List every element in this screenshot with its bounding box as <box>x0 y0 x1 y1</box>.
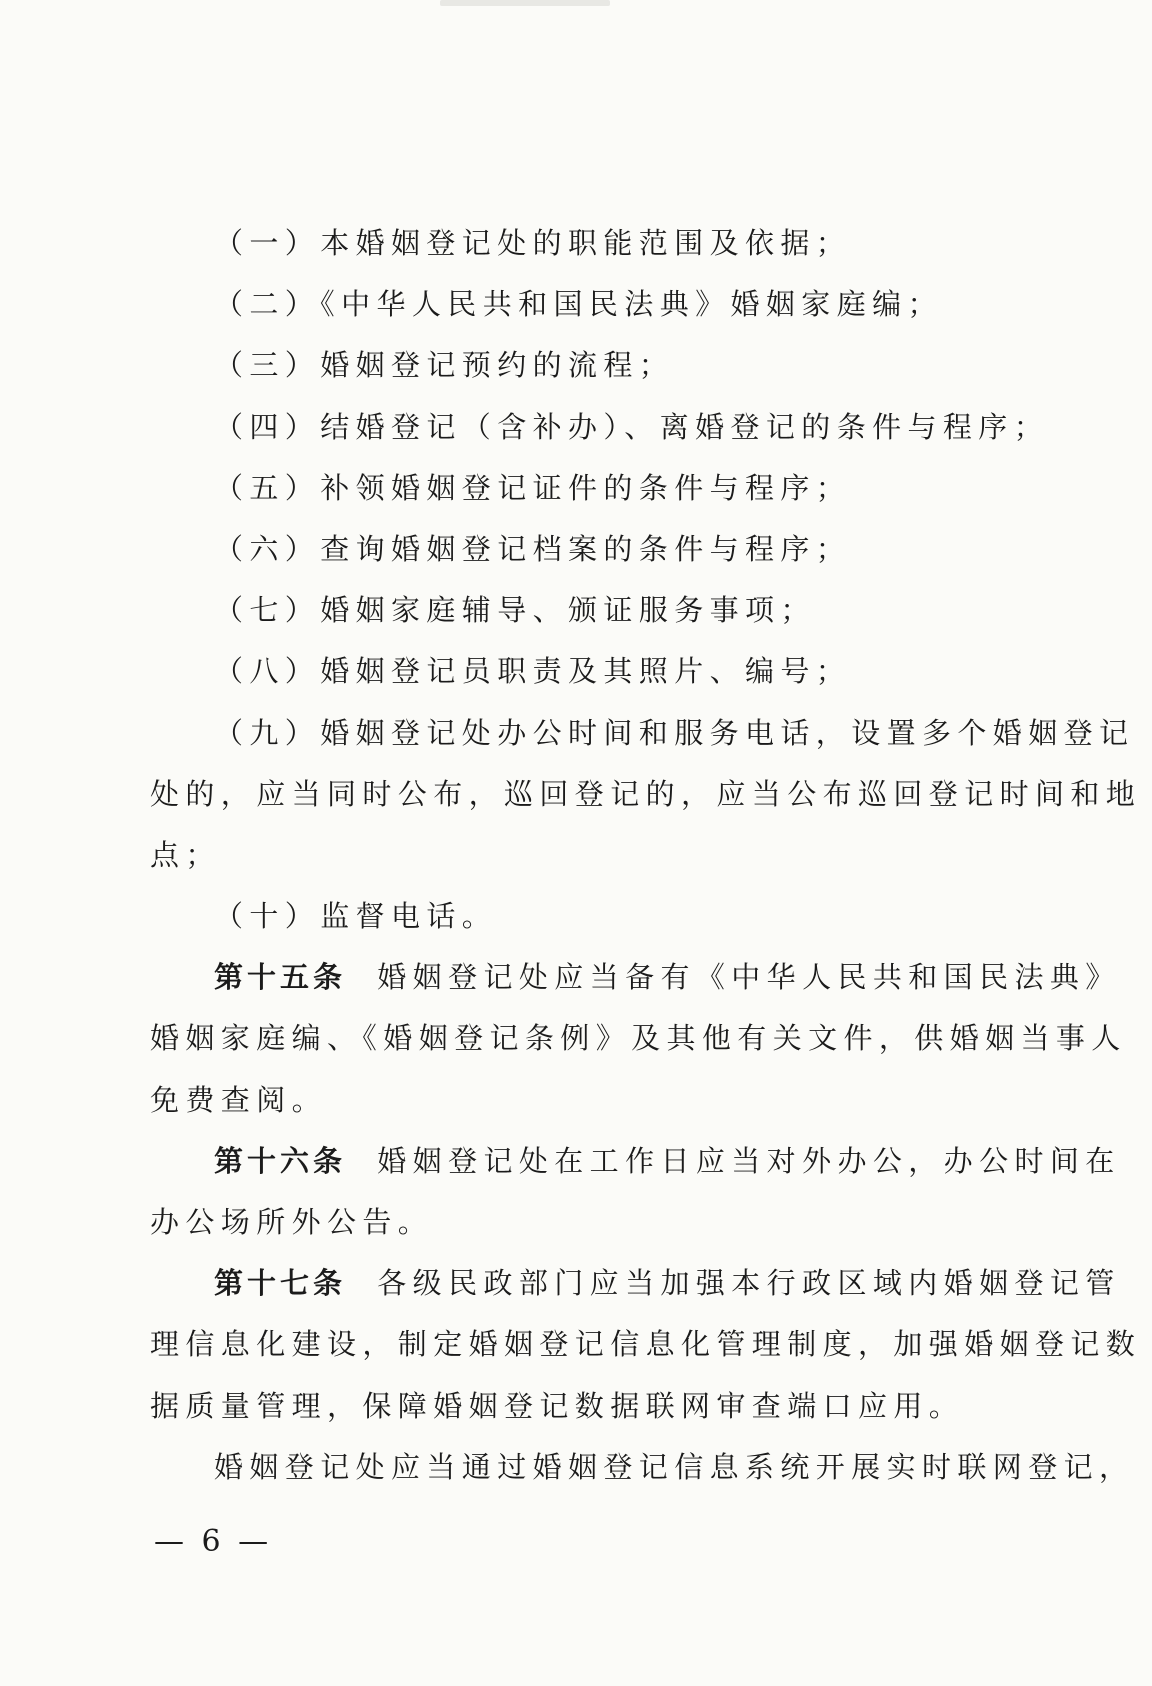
list-item-10: （十）监督电话。 <box>214 899 498 934</box>
article-17-label: 第十七条 <box>214 1266 347 1301</box>
list-item-9-line-1: （九）婚姻登记处办公时间和服务电话，设置多个婚姻登记 <box>214 715 1135 750</box>
article-15-line-3: 免费查阅。 <box>150 1082 328 1117</box>
scan-mark <box>440 0 610 6</box>
document-body <box>150 213 1142 1498</box>
list-item-6: （六）查询婚姻登记档案的条件与程序； <box>214 531 852 566</box>
page-number: — 6 — <box>154 1524 273 1559</box>
article-17-line-3: 据质量管理，保障婚姻登记数据联网审查端口应用。 <box>150 1388 965 1423</box>
article-17-text: 各级民政部门应当加强本行政区域内婚姻登记管 <box>377 1266 1121 1301</box>
list-item-9-line-2: 处的，应当同时公布，巡回登记的，应当公布巡回登记时间和地 <box>150 776 1142 811</box>
list-item-2: （二）《中华人民共和国民法典》婚姻家庭编； <box>214 287 943 322</box>
list-item-4: （四）结婚登记（含补办）、离婚登记的条件与程序； <box>214 409 1050 444</box>
article-15-line-1 <box>150 947 1121 1008</box>
article-16-line-1 <box>150 1131 1121 1192</box>
list-item-5: （五）补领婚姻登记证件的条件与程序； <box>214 470 852 505</box>
paragraph-line: 婚姻登记处应当通过婚姻登记信息系统开展实时联网登记， <box>214 1449 1135 1484</box>
article-15-label: 第十五条 <box>214 960 347 995</box>
list-item-3: （三）婚姻登记预约的流程； <box>214 348 675 383</box>
article-17-line-1 <box>150 1253 1121 1314</box>
article-17-line-2: 理信息化建设，制定婚姻登记信息化管理制度，加强婚姻登记数 <box>150 1327 1142 1362</box>
list-item-1: （一）本婚姻登记处的职能范围及依据； <box>214 226 852 260</box>
article-16-text: 婚姻登记处在工作日应当对外办公，办公时间在 <box>377 1143 1121 1178</box>
article-15-text: 婚姻登记处应当备有《中华人民共和国民法典》 <box>377 960 1121 995</box>
article-16-label: 第十六条 <box>214 1143 347 1178</box>
article-16-line-2: 办公场所外公告。 <box>150 1205 434 1239</box>
list-item-9-line-3: 点； <box>150 837 221 872</box>
list-item-8: （八）婚姻登记员职责及其照片、编号； <box>214 654 852 689</box>
list-item-7: （七）婚姻家庭辅导、颁证服务事项； <box>214 593 816 628</box>
article-15-line-2: 婚姻家庭编、《婚姻登记条例》及其他有关文件，供婚姻当事人 <box>150 1021 1127 1056</box>
